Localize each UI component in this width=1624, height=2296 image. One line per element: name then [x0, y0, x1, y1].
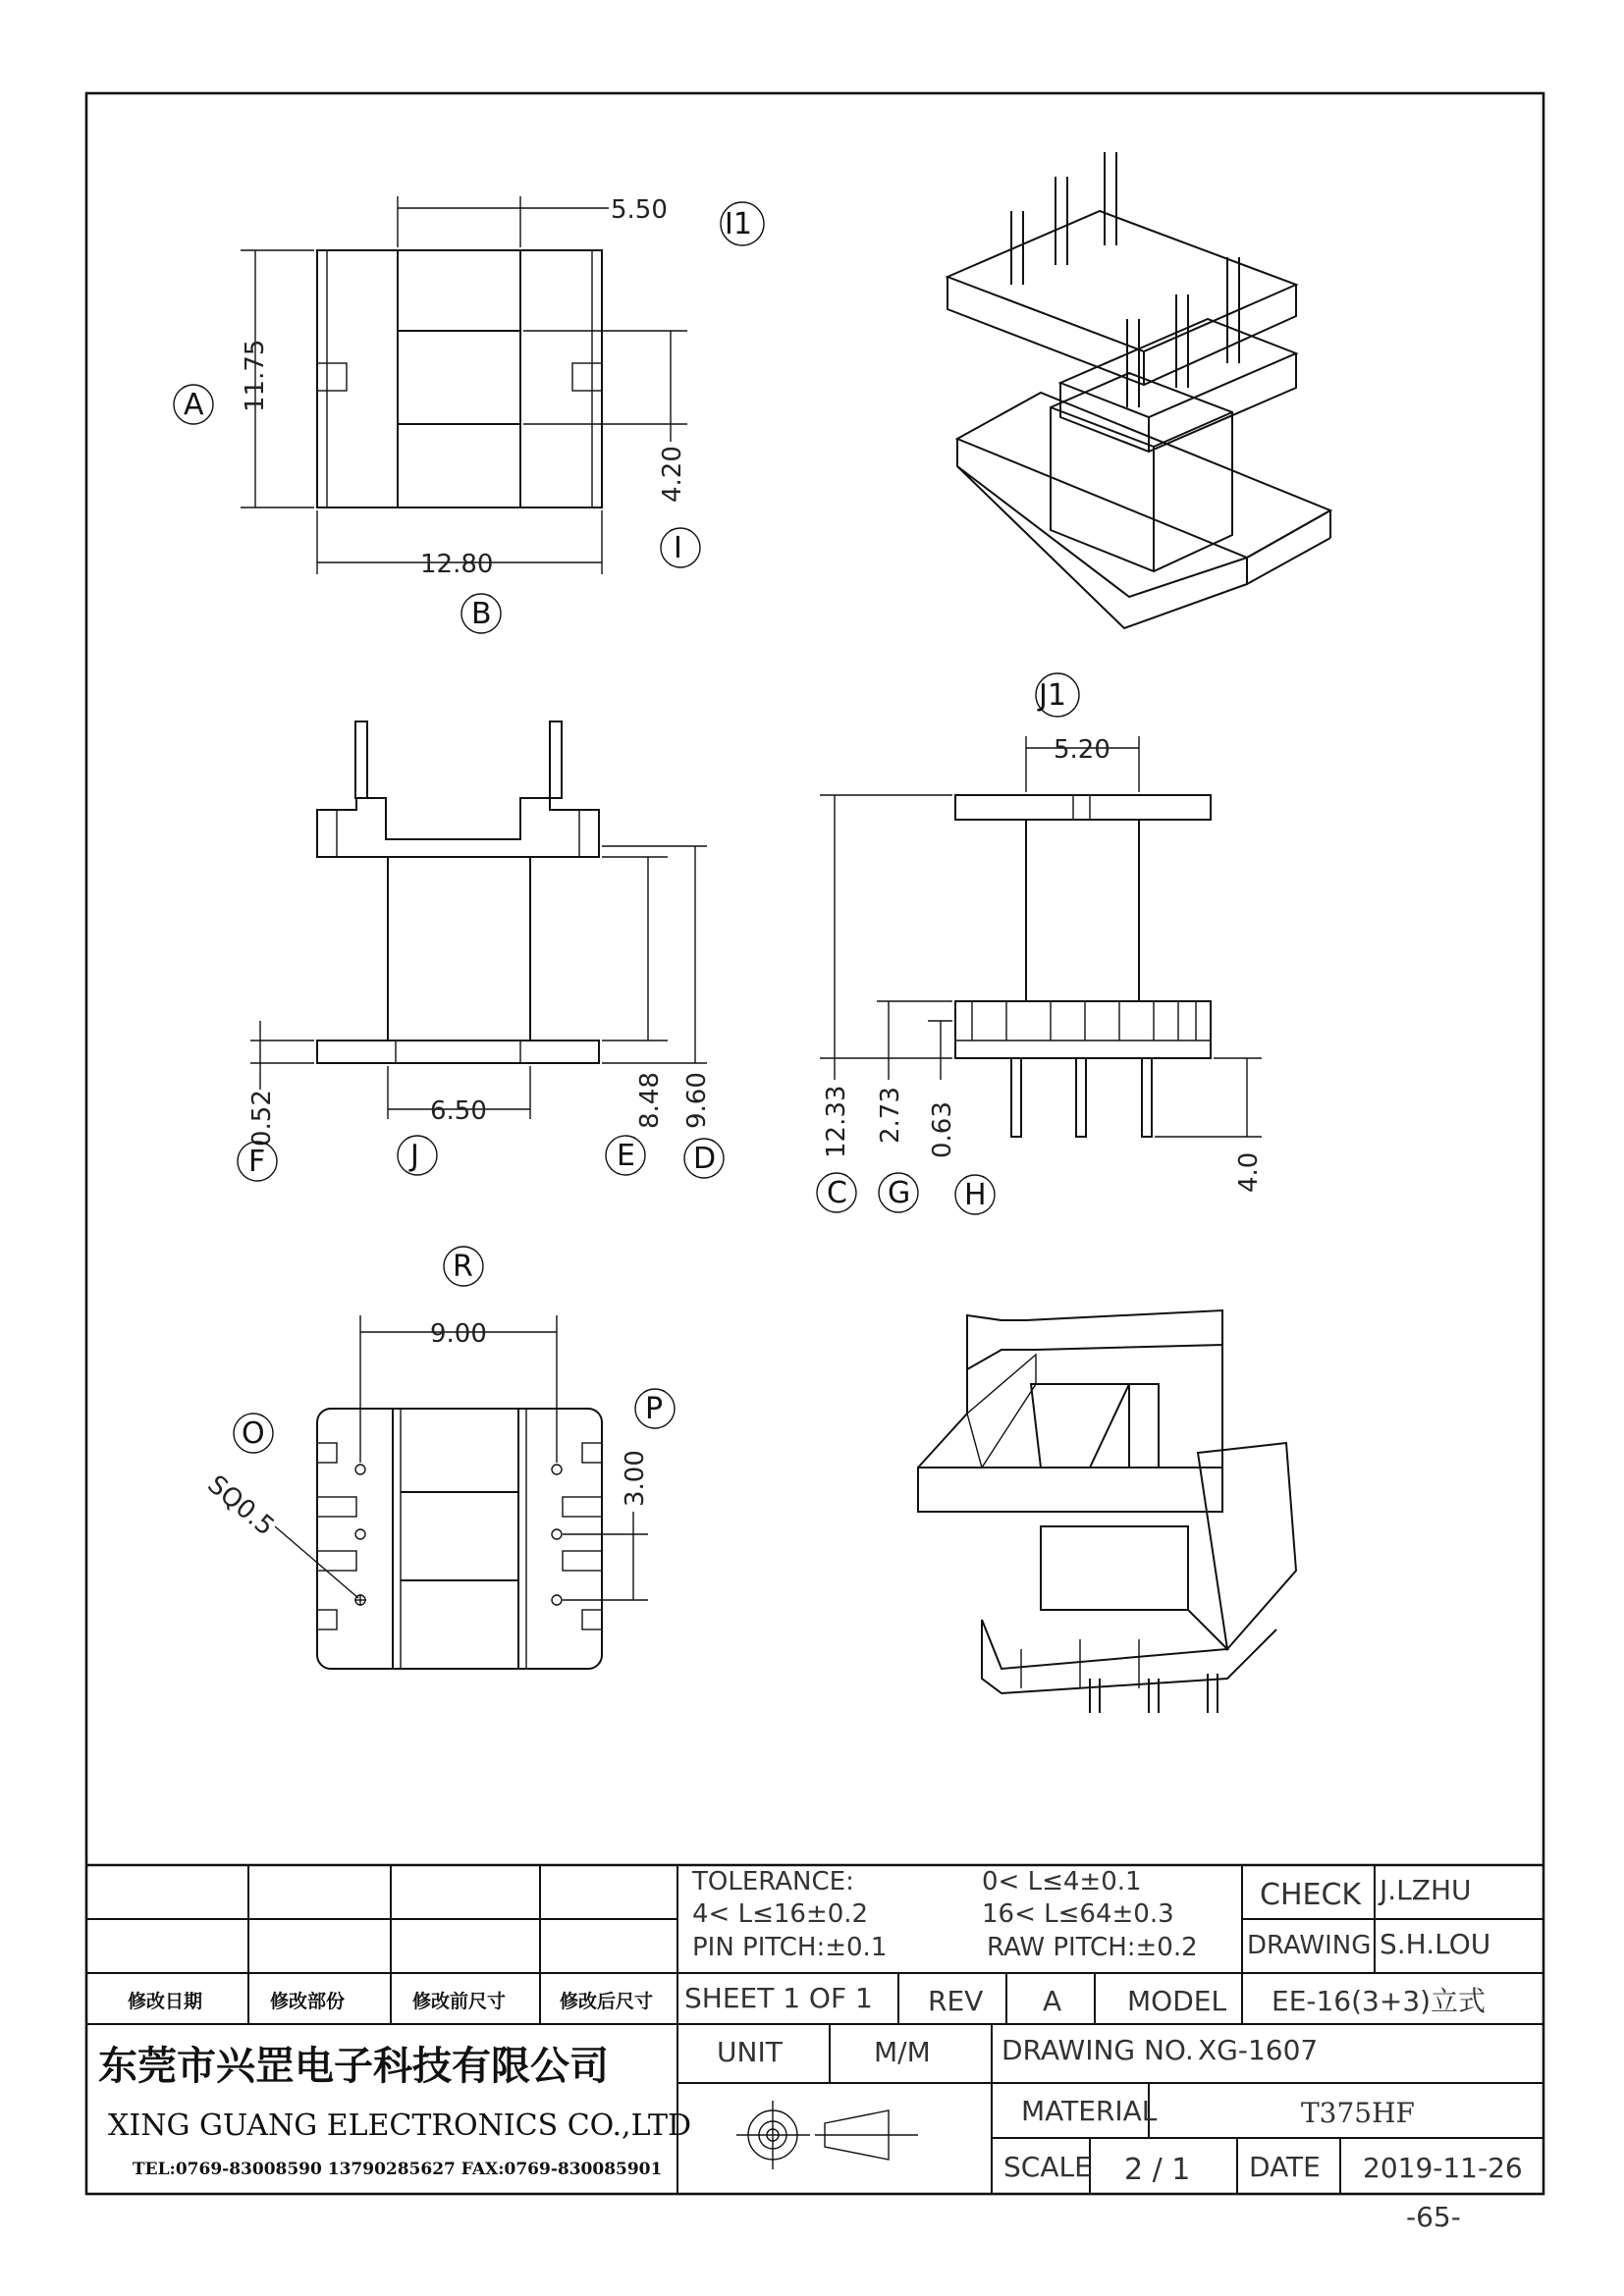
bottom-view — [202, 1247, 675, 1669]
unit-label: UNIT — [717, 2036, 783, 2068]
model-label: MODEL — [1127, 1985, 1227, 2017]
tolerance-range-2: 4< L≤16±0.2 — [692, 1899, 869, 1929]
tolerance-range-3: 16< L≤64±0.3 — [982, 1899, 1174, 1929]
drawing-label: DRAWING — [1247, 1931, 1372, 1960]
dim-pin-row: 9.00 — [430, 1319, 487, 1349]
company-name-en: XING GUANG ELECTRONICS CO.,LTD — [108, 2109, 692, 2143]
front-view — [238, 721, 724, 1181]
dim-total-height: 9.60 — [682, 1072, 712, 1129]
dim-flange-thick: 2.73 — [876, 1087, 905, 1144]
label-I: I — [674, 531, 682, 565]
drawing-value: S.H.LOU — [1380, 1928, 1491, 1960]
rev-date-header: 修改日期 — [128, 1991, 203, 2012]
scale-label: SCALE — [1003, 2151, 1092, 2183]
tolerance-label: TOLERANCE: — [692, 1867, 854, 1896]
scale-value: 2 / 1 — [1124, 2153, 1191, 2187]
title-block — [86, 1865, 1543, 2194]
dim-flange-width: 5.20 — [1054, 735, 1110, 765]
label-I1: I1 — [725, 207, 752, 241]
company-name-cn: 东莞市兴罡电子科技有限公司 — [98, 2044, 609, 2089]
unit-value: M/M — [874, 2036, 931, 2068]
projection-symbol-icon — [736, 2101, 918, 2169]
label-H: H — [964, 1178, 987, 1212]
model-value: EE-16(3+3)立式 — [1272, 1985, 1487, 2017]
label-A: A — [184, 388, 204, 422]
side-view — [817, 673, 1264, 1214]
dim-pin-square: SQ0.5 — [201, 1469, 280, 1542]
label-B: B — [471, 597, 492, 631]
raw-pitch-tolerance: RAW PITCH:±0.2 — [987, 1933, 1198, 1962]
drawing-number-label: DRAWING NO. — [1001, 2034, 1194, 2066]
label-P: P — [645, 1392, 664, 1426]
dim-top-slot: 4.20 — [658, 446, 687, 503]
material-label: MATERIAL — [1021, 2095, 1158, 2127]
dim-pin-gap: 0.52 — [247, 1090, 277, 1147]
dim-pin-pitch: 3.00 — [621, 1450, 650, 1507]
pin-pitch-tolerance: PIN PITCH:±0.1 — [692, 1933, 888, 1962]
page-number: -65- — [1406, 2201, 1461, 2233]
label-J: J — [410, 1139, 419, 1173]
tolerance-range-1: 0< L≤4±0.1 — [982, 1867, 1142, 1896]
isometric-view-top — [947, 152, 1330, 628]
label-C: C — [827, 1176, 847, 1210]
dim-inner-height: 8.48 — [635, 1072, 665, 1129]
label-E: E — [617, 1139, 635, 1173]
check-value: J.LZHU — [1380, 1874, 1472, 1906]
label-G: G — [888, 1176, 911, 1210]
label-O: O — [242, 1416, 265, 1451]
dim-core-width: 6.50 — [430, 1096, 487, 1126]
dim-top-width: 12.80 — [420, 550, 494, 579]
rev-part-header: 修改部份 — [270, 1991, 346, 2012]
rev-after-header: 修改后尺寸 — [560, 1991, 654, 2012]
date-value: 2019-11-26 — [1363, 2152, 1523, 2184]
company-contact: TEL:0769-83008590 13790285627 FAX:0769-830085901 — [133, 2160, 663, 2179]
date-label: DATE — [1249, 2151, 1321, 2183]
sheet-number: SHEET 1 OF 1 — [684, 1982, 873, 2014]
drawing-number-value: XG-1607 — [1198, 2034, 1319, 2066]
dim-side-height: 12.33 — [822, 1085, 851, 1158]
dim-top-width-inner: 5.50 — [611, 195, 668, 225]
material-value: T375HF — [1301, 2097, 1415, 2129]
check-label: CHECK — [1260, 1878, 1362, 1912]
label-J1: J1 — [1039, 678, 1066, 713]
rev-value: A — [1043, 1985, 1062, 2017]
label-F: F — [248, 1145, 266, 1179]
label-D: D — [693, 1142, 717, 1176]
dim-step: 0.63 — [928, 1101, 957, 1158]
dim-pin-length: 4.0 — [1234, 1151, 1264, 1193]
dim-top-height: 11.75 — [241, 339, 270, 412]
rev-before-header: 修改前尺寸 — [412, 1991, 507, 2012]
isometric-view-bottom — [918, 1310, 1296, 1713]
rev-label: REV — [928, 1985, 984, 2017]
label-R: R — [453, 1250, 473, 1284]
top-view — [174, 195, 764, 633]
